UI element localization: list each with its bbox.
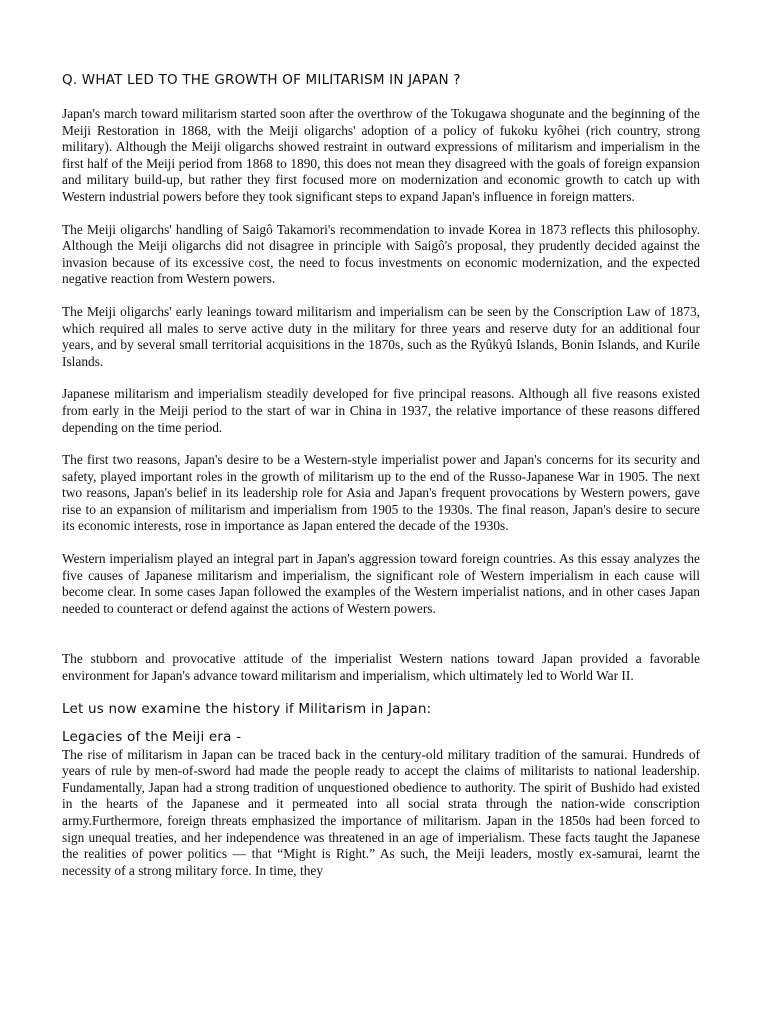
paragraph-conscription-law: The Meiji oligarchs' early leanings toward militarism and imperialism can be seen by the Conscription Law of 1873, which required all males to serve active duty in the military for three years and reserve duty for an additional four years, and by several small territorial acquisitions in the 1870s, such as the Ryûkyû Islands, Bonin Islands, and Kurile Islands. <box>62 303 700 369</box>
paragraph-korea-invasion: The Meiji oligarchs' handling of Saigô Takamori's recommendation to invade Korea in 1873 reflects this philosophy. Although the Meiji oligarchs did not disagree in principle with Saigô's proposal, they prudently decided against the invasion because of its excessive cost, the need to focus investments on economic modernization, and the expected negative reaction from Western powers. <box>62 221 700 287</box>
paragraph-conclusion: The stubborn and provocative attitude of the imperialist Western nations toward Japan provided a favorable environment for Japan's advance toward militarism and imperialism, which ultimately led to World War II. <box>62 651 700 684</box>
paragraph-reasons-timeline: The first two reasons, Japan's desire to be a Western-style imperialist power and Japan's concerns for its security and safety, played important roles in the growth of militarism up to the end of the Russo-Japanese War in 1905. The next two reasons, Japan's belief in its leadership role for Asia and Japan's frequent provocations by Western powers, gave rise to an expansion of militarism and imperialism from 1905 to the 1930s. The final reason, Japan's desire to secure its economic interests, rose in importance as Japan entered the decade of the 1930s. <box>62 452 700 534</box>
question-title: Q. WHAT LED TO THE GROWTH OF MILITARISM IN JAPAN ? <box>62 72 461 88</box>
paragraph-five-reasons: Japanese militarism and imperialism steadily developed for five principal reasons. Although all five reasons existed from early in the Meiji period to the start of war in China in 1937, the relative importance of these reasons differed depending on the time period. <box>62 386 700 435</box>
section-heading: Let us now examine the history if Militarism in Japan: <box>62 700 432 717</box>
subsection-heading: Legacies of the Meiji era - <box>62 728 242 745</box>
paragraph-meiji-legacies: The rise of militarism in Japan can be traced back in the century-old military tradition of the samurai. Hundreds of years of rule by men-of-sword had made the people ready to accept the claims of militarists to national leadership. Fundamentally, Japan had a strong tradition of unquestioned obedience to authority. The spirit of Bushido had existed in the hearts of the Japanese and it permeated into all social strata through the nation-wide conscription army.Furthermore, foreign threats emphasized the importance of militarism. Japan in the 1850s had been forced to sign unequal treaties, and her independence was threatened in an age of imperialism. These facts taught the Japanese the realities of power politics — that “Might is Right.” As such, the Meiji leaders, mostly ex-samurai, learnt the necessity of a strong military force. In time, they <box>62 746 700 878</box>
paragraph-western-imperialism: Western imperialism played an integral part in Japan's aggression toward foreign countries. As this essay analyzes the five causes of Japanese militarism and imperialism, the significant role of Western imperialism in each cause will become clear. In some cases Japan followed the examples of the Western imperialist nations, and in other cases Japan needed to counteract or defend against the actions of Western powers. <box>62 551 700 616</box>
document-page <box>62 72 700 879</box>
paragraph-meiji-restoration: Japan's march toward militarism started soon after the overthrow of the Tokugawa shogunate and the beginning of the Meiji Restoration in 1868, with the Meiji oligarchs' adoption of a policy of fukoku kyôhei (rich country, strong military). Although the Meiji oligarchs showed restraint in outward expressions of militarism and imperialism in the first half of the Meiji period from 1868 to 1890, this does not mean they disagreed with the goals of foreign expansion and military build-up, but rather they first focused more on modernization and economic growth to catch up with Western industrial powers before they took significant steps to expand Japan's influence in foreign matters. <box>62 106 700 204</box>
